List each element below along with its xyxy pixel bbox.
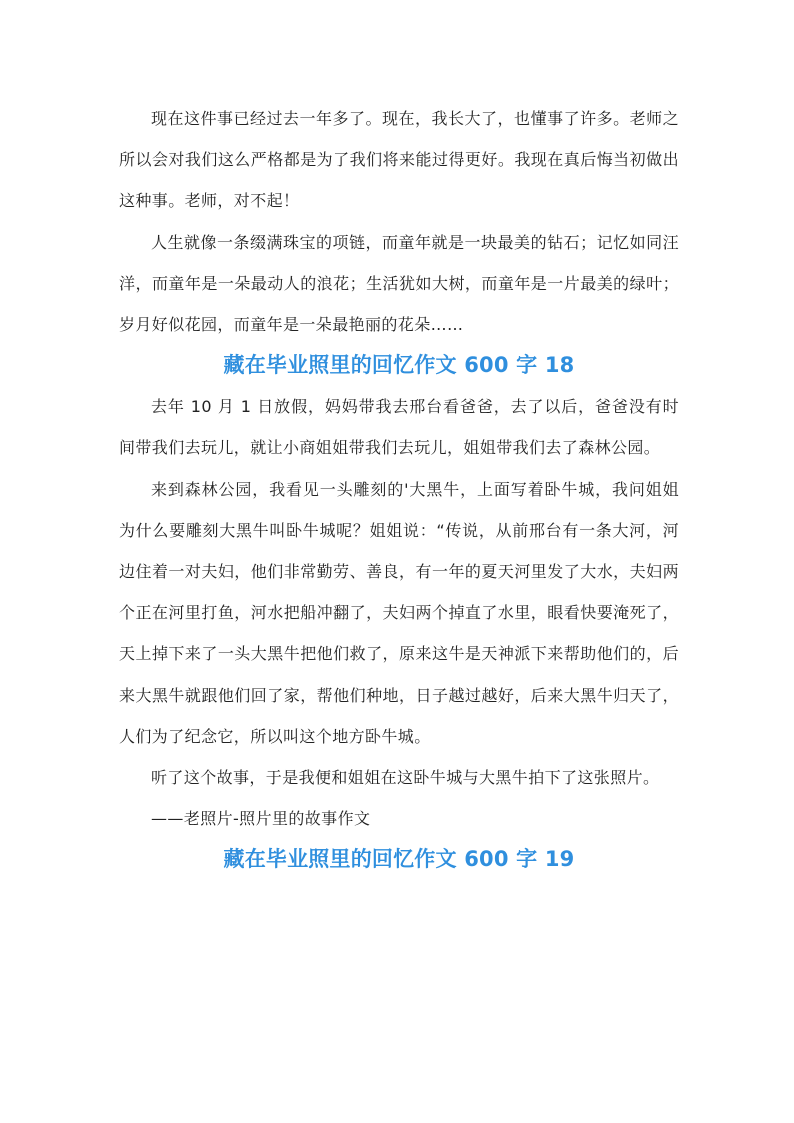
document-page	[119, 98, 679, 880]
paragraph: 听了这个故事，于是我便和姐姐在这卧牛城与大黑牛拍下了这张照片。	[151, 768, 660, 788]
paragraph: 人生就像一条缀满珠宝的项链，而童年就是一块最美的钻石；记忆如同汪洋，而童年是一朵最动人的浪花；生活犹如大树，而童年是一片最美的绿叶；岁月好似花园，而童年是一朵最艳丽的花朵……	[119, 232, 679, 335]
paragraph: 来到森林公园，我看见一头雕刻的'大黑牛，上面写着卧牛城，我问姐姐为什么要雕刻大黑牛叫卧牛城呢？姐姐说：“传说，从前邢台有一条大河，河边住着一对夫妇，他们非常勤劳、善良，有一年的夏天河里发了大水，夫妇两个正在河里打鱼，河水把船冲翻了，夫妇两个掉直了水里，眼看快要淹死了，天上掉下来了一头大黑牛把他们救了，原来这牛是天神派下来帮助他们的，后来大黑牛就跟他们回了家，帮他们种地，日子越过越好，后来大黑牛归天了，人们为了纪念它，所以叫这个地方卧牛城。	[119, 479, 679, 746]
paragraph: 现在这件事已经过去一年多了。现在，我长大了，也懂事了许多。老师之所以会对我们这么严格都是为了我们将来能过得更好。我现在真后悔当初做出这种事。老师，对不起！	[119, 109, 679, 211]
section-heading-19: 藏在毕业照里的回忆作文 600 字 19	[223, 847, 575, 872]
source-line: ——老照片-照片里的故事作文	[151, 809, 371, 829]
paragraph: 去年 10 月 1 日放假，妈妈带我去邢台看爸爸，去了以后，爸爸没有时间带我们去玩儿，就让小商姐姐带我们去玩儿，姐姐带我们去了森林公园。	[119, 397, 679, 458]
section-heading-18: 藏在毕业照里的回忆作文 600 字 18	[223, 353, 575, 378]
